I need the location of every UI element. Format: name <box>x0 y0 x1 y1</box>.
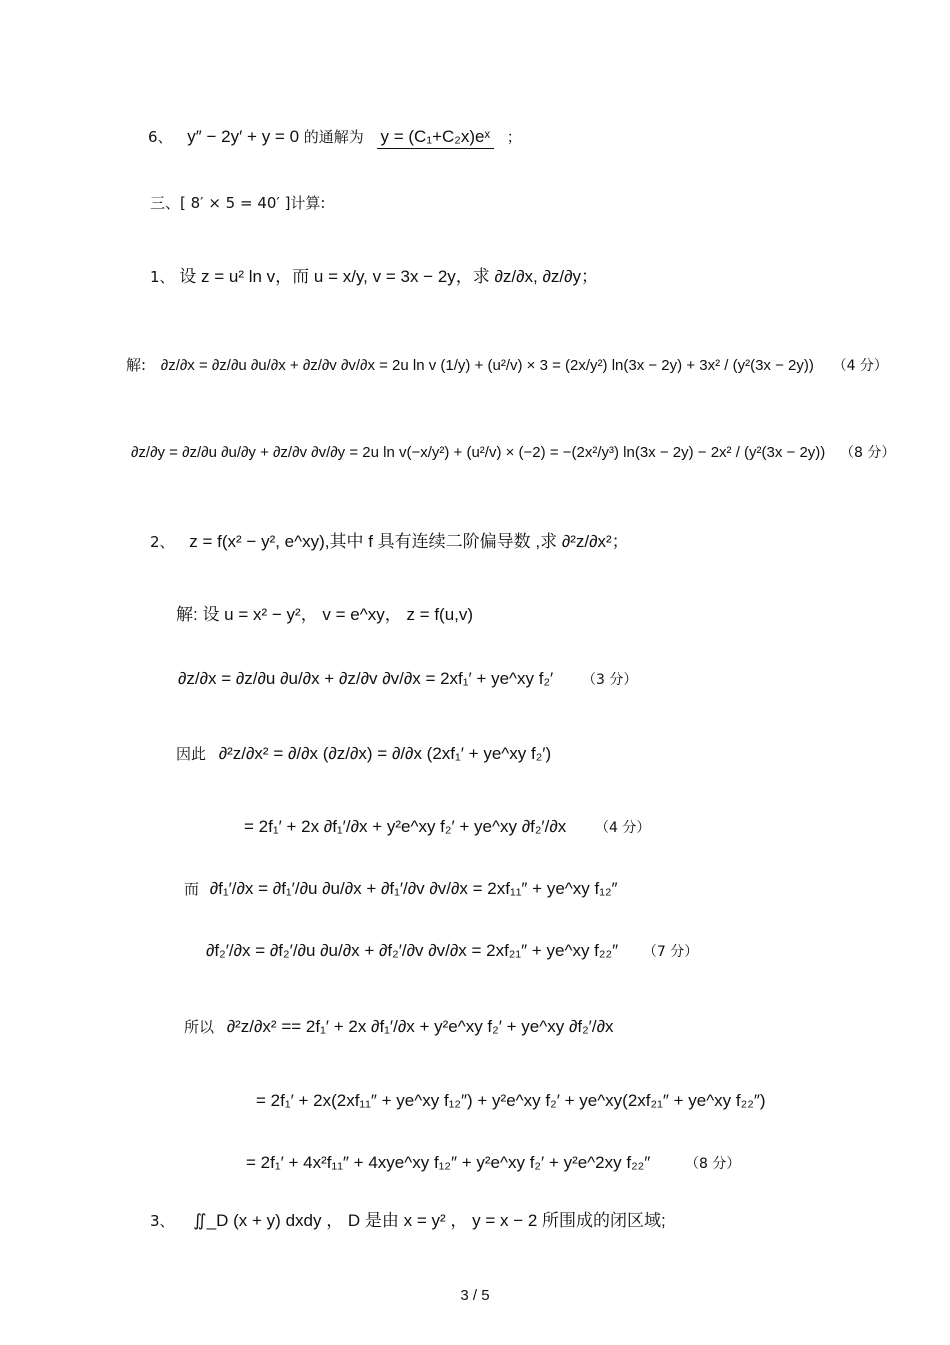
p1-statement: 设 z = u² ln v，而 u = x/y, v = 3x − 2y，求 ∂z/∂x, ∂z/∂y； <box>179 267 599 286</box>
q6-end: ； <box>506 128 522 146</box>
p2-step4: ∂f₁′/∂x = ∂f₁′/∂u ∂u/∂x + ∂f₁′/∂v ∂v/∂x = 2xf₁₁″ + ye^xy f₁₂″ <box>209 879 618 898</box>
p1-number: 1、 <box>150 268 175 286</box>
q6-answer: y = (C₁+C₂x)eˣ <box>377 127 495 149</box>
p3-statement-line <box>150 1212 666 1229</box>
p1-solution-line1 <box>126 356 888 373</box>
p2-label-er: 而 <box>184 880 200 898</box>
p2-step8: = 2f₁′ + 4x²f₁₁″ + 4xye^xy f₁₂″ + y²e^xy f₂′ + y²e^2xy f₂₂″ <box>246 1153 651 1172</box>
p2-step5-line <box>206 942 698 959</box>
p2-points-7: （7 分） <box>642 944 699 960</box>
p2-step1: ∂z/∂x = ∂z/∂u ∂u/∂x + ∂z/∂v ∂v/∂x = 2xf₁′ + ye^xy f₂′ <box>178 669 554 688</box>
p2-step5: ∂f₂′/∂x = ∂f₂′/∂u ∂u/∂x + ∂f₂′/∂v ∂v/∂x = 2xf₂₁″ + ye^xy f₂₂″ <box>206 941 619 960</box>
p2-step3-line <box>244 818 650 835</box>
p2-points-4: （4 分） <box>594 820 651 836</box>
q6-equation: y″ − 2y′ + y = 0 <box>187 127 300 146</box>
p2-step2: ∂²z/∂x² = ∂/∂x (∂z/∂x) = ∂/∂x (2xf₁′ + ye^xy f₂′) <box>218 744 552 763</box>
p2-points-8: （8 分） <box>685 1156 741 1172</box>
p2-step6: ∂²z/∂x² == 2f₁′ + 2x ∂f₁′/∂x + y²e^xy f₂′ + ye^xy ∂f₂′/∂x <box>226 1017 614 1036</box>
p2-step2-line <box>176 745 551 762</box>
p1-points-2: （8 分） <box>840 445 896 461</box>
p2-statement: z = f(x² − y², e^xy),其中 f 具有连续二阶偏导数 ,求 ∂²z/∂x²； <box>189 532 629 551</box>
p2-substitution: 解: 设 u = x² − y²， v = e^xy， z = f(u,v) <box>176 605 474 624</box>
p2-statement-line <box>150 533 629 550</box>
p2-points-3: （3 分） <box>581 672 638 688</box>
p2-step3: = 2f₁′ + 2x ∂f₁′/∂x + y²e^xy f₂′ + ye^xy ∂f₂′/∂x <box>244 817 567 836</box>
p2-label-yinci: 因此 <box>176 745 207 763</box>
q6-text: 的通解为 <box>303 128 364 146</box>
page-number: 3 / 5 <box>460 1287 490 1304</box>
p1-statement-line <box>150 268 598 285</box>
section-heading: 三、[ 8′ × 5 = 40′ ]计算: <box>150 194 326 212</box>
p2-step4-line <box>184 880 618 897</box>
p2-step6-line <box>184 1018 613 1035</box>
p1-solution-line2 <box>131 443 895 460</box>
p1-dzdx: ∂z/∂x = ∂z/∂u ∂u/∂x + ∂z/∂v ∂v/∂x = 2u ln v (1/y) + (u²/v) × 3 = (2x/y²) ln(3x − 2y) + 3x² / (y²(3x − 2y)) <box>160 357 814 374</box>
p2-step8-line <box>246 1154 740 1171</box>
p2-step7: = 2f₁′ + 2x(2xf₁₁″ + ye^xy f₁₂″) + y²e^xy f₂′ + ye^xy(2xf₂₁″ + ye^xy f₂₂″) <box>256 1091 766 1110</box>
p1-sol-label: 解: <box>126 356 147 374</box>
p1-points-1: （4 分） <box>832 358 888 374</box>
p2-label-suoyi: 所以 <box>184 1018 215 1036</box>
q6-line <box>148 128 522 145</box>
q6-number: 6、 <box>148 128 173 146</box>
p3-number: 3、 <box>150 1212 175 1230</box>
p1-dzdy: ∂z/∂y = ∂z/∂u ∂u/∂y + ∂z/∂v ∂v/∂y = 2u ln v(−x/y²) + (u²/v) × (−2) = −(2x²/y³) ln(3x − 2y) − 2x² / (y²(3x − 2y)) <box>131 444 826 461</box>
p2-step1-line <box>178 670 637 687</box>
p2-number: 2、 <box>150 533 175 551</box>
p3-statement: ∬_D (x + y) dxdy ， D 是由 x = y² ， y = x − 2 所围成的闭区域; <box>193 1211 666 1230</box>
